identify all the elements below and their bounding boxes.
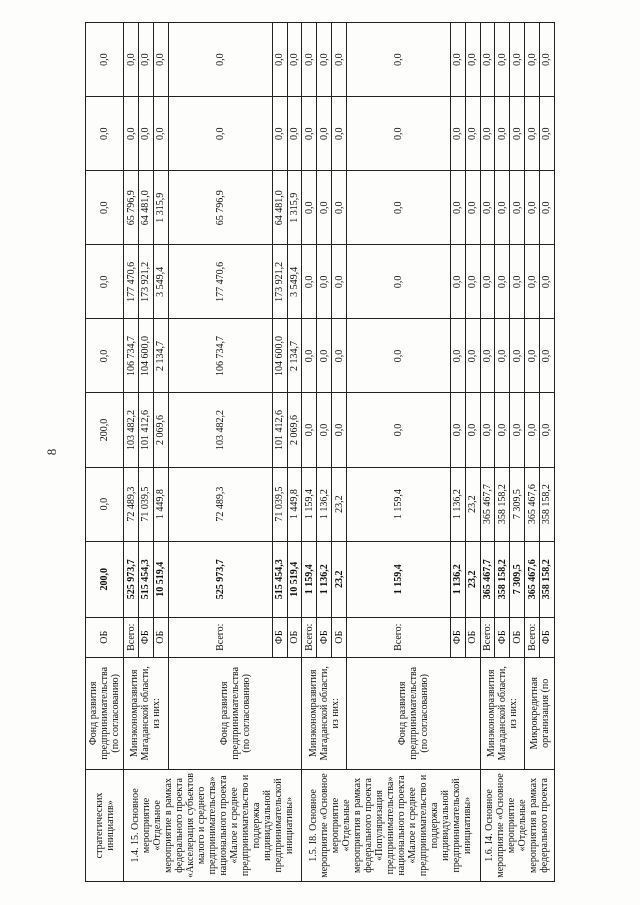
value-cell: 1 315,9 [287, 171, 302, 245]
value-cell: 0,0 [465, 23, 480, 97]
value-cell: 3 549,4 [287, 245, 302, 319]
value-cell: 365 467,7 [480, 541, 495, 617]
rotated-table-wrapper [85, 22, 555, 882]
value-cell: 0,0 [539, 393, 554, 467]
source-cell: ОБ [465, 617, 480, 657]
value-cell: 0,0 [317, 319, 332, 393]
executor-cell: Фонд развития предпринимательства (по согласованию) [168, 657, 302, 769]
source-cell: ФБ [317, 617, 332, 657]
value-cell: 2 069,6 [287, 393, 302, 467]
executor-cell: Минэкономразвития Магаданской области, из них: [124, 657, 169, 769]
value-cell: 0,0 [86, 319, 124, 393]
value-cell: 23,2 [465, 541, 480, 617]
source-cell: Всего: [124, 617, 139, 657]
value-cell: 0,0 [495, 23, 510, 97]
table-row [124, 23, 139, 882]
value-cell: 0,0 [495, 393, 510, 467]
value-cell: 0,0 [525, 393, 540, 467]
value-cell: 1 449,8 [287, 467, 302, 541]
executor-cell: Минэкономразвития Магаданской области, из них: [480, 657, 525, 769]
value-cell: 0,0 [272, 23, 287, 97]
value-cell: 0,0 [332, 393, 347, 467]
source-cell: ОБ [86, 617, 124, 657]
value-cell: 0,0 [495, 171, 510, 245]
table-row [302, 23, 317, 882]
value-cell: 0,0 [302, 23, 317, 97]
value-cell: 1 136,2 [317, 467, 332, 541]
value-cell: 7 309,5 [510, 467, 525, 541]
value-cell: 23,2 [332, 467, 347, 541]
value-cell: 23,2 [465, 467, 480, 541]
row-title-cell: 1.5. I8. Основное мероприятие «Основное мероприятие «Отдельные мероприятия в рамках федерального проекта «Популяризация предпринимательства» национального проекта «Малое и среднее предпринимательство и поддержка индивидуальной предпринимательской инициативы» [302, 769, 480, 881]
value-cell: 0,0 [539, 245, 554, 319]
value-cell: 0,0 [539, 171, 554, 245]
value-cell: 0,0 [287, 23, 302, 97]
value-cell: 0,0 [124, 97, 139, 171]
value-cell: 0,0 [302, 319, 317, 393]
value-cell: 0,0 [525, 171, 540, 245]
value-cell: 0,0 [272, 97, 287, 171]
value-cell: 0,0 [539, 23, 554, 97]
value-cell: 106 734,7 [124, 319, 139, 393]
value-cell: 0,0 [525, 23, 540, 97]
source-cell: Всего: [346, 617, 450, 657]
value-cell: 0,0 [450, 393, 465, 467]
executor-cell: Фонд развития предпринимательства (по согласованию) [86, 657, 124, 769]
value-cell: 0,0 [465, 245, 480, 319]
row-title-cell: 1.6. I4. Основное мероприятие «Основное мероприятие «Отдельные мероприятия в рамках федерального проекта [480, 769, 554, 881]
value-cell: 0,0 [346, 171, 450, 245]
value-cell: 0,0 [465, 97, 480, 171]
value-cell: 358 158,2 [539, 467, 554, 541]
value-cell: 0,0 [510, 319, 525, 393]
value-cell: 0,0 [510, 245, 525, 319]
value-cell: 65 796,9 [168, 171, 272, 245]
value-cell: 515 454,3 [272, 541, 287, 617]
source-cell: Всего: [302, 617, 317, 657]
value-cell: 0,0 [317, 245, 332, 319]
value-cell: 0,0 [525, 97, 540, 171]
value-cell: 0,0 [480, 171, 495, 245]
value-cell: 525 973,7 [168, 541, 272, 617]
value-cell: 0,0 [302, 245, 317, 319]
value-cell: 365 467,7 [480, 467, 495, 541]
value-cell: 0,0 [510, 97, 525, 171]
value-cell: 0,0 [86, 467, 124, 541]
value-cell: 0,0 [317, 97, 332, 171]
value-cell: 104 600,0 [272, 319, 287, 393]
value-cell: 0,0 [153, 97, 168, 171]
value-cell: 101 412,6 [272, 393, 287, 467]
value-cell: 173 921,2 [139, 245, 154, 319]
value-cell: 104 600,0 [139, 319, 154, 393]
value-cell: 0,0 [346, 97, 450, 171]
table-row [525, 23, 540, 882]
value-cell: 103 482,2 [124, 393, 139, 467]
row-title-cell: стратегических инициатив» [86, 769, 124, 881]
value-cell: 1 159,4 [302, 467, 317, 541]
value-cell: 0,0 [346, 245, 450, 319]
value-cell: 173 921,2 [272, 245, 287, 319]
value-cell: 515 454,3 [139, 541, 154, 617]
value-cell: 10 519,4 [287, 541, 302, 617]
value-cell: 0,0 [332, 97, 347, 171]
value-cell: 365 467,6 [525, 467, 540, 541]
source-cell: Всего: [168, 617, 272, 657]
value-cell: 64 481,0 [139, 171, 154, 245]
value-cell: 1 159,4 [302, 541, 317, 617]
value-cell: 0,0 [450, 319, 465, 393]
table-row [86, 23, 124, 882]
value-cell: 358 158,2 [539, 541, 554, 617]
source-cell: ОБ [287, 617, 302, 657]
value-cell: 0,0 [465, 319, 480, 393]
value-cell: 0,0 [332, 171, 347, 245]
value-cell: 0,0 [168, 97, 272, 171]
value-cell: 177 470,6 [168, 245, 272, 319]
value-cell: 0,0 [139, 97, 154, 171]
table-row [168, 23, 272, 882]
value-cell: 0,0 [346, 23, 450, 97]
table-row [346, 23, 450, 882]
value-cell: 177 470,6 [124, 245, 139, 319]
budget-table [85, 22, 555, 882]
value-cell: 2 134,7 [287, 319, 302, 393]
value-cell: 0,0 [450, 97, 465, 171]
value-cell: 0,0 [332, 23, 347, 97]
executor-cell: Микрокредитная организация (по [525, 657, 555, 769]
value-cell: 1 136,2 [317, 541, 332, 617]
source-cell: Всего: [525, 617, 540, 657]
value-cell: 7 309,5 [510, 541, 525, 617]
value-cell: 71 039,5 [272, 467, 287, 541]
source-cell: ФБ [539, 617, 554, 657]
value-cell: 0,0 [302, 97, 317, 171]
value-cell: 10 519,4 [153, 541, 168, 617]
value-cell: 2 069,6 [153, 393, 168, 467]
value-cell: 0,0 [495, 245, 510, 319]
value-cell: 0,0 [153, 23, 168, 97]
value-cell: 0,0 [465, 393, 480, 467]
value-cell: 0,0 [168, 23, 272, 97]
source-cell: ОБ [510, 617, 525, 657]
value-cell: 1 315,9 [153, 171, 168, 245]
value-cell: 3 549,4 [153, 245, 168, 319]
value-cell: 72 489,3 [124, 467, 139, 541]
value-cell: 71 039,5 [139, 467, 154, 541]
value-cell: 0,0 [287, 97, 302, 171]
value-cell: 0,0 [346, 393, 450, 467]
value-cell: 1 136,2 [450, 467, 465, 541]
value-cell: 0,0 [495, 319, 510, 393]
value-cell: 0,0 [465, 171, 480, 245]
value-cell: 0,0 [450, 171, 465, 245]
value-cell: 0,0 [480, 23, 495, 97]
value-cell: 0,0 [124, 23, 139, 97]
row-title-cell: 1.4. 15. Основное мероприятие «Отдельное мероприятие в рамках федерального проекта «Акселерация субъектов малого и среднего предпринимательства» национального проекта «Малое и среднее предпринимательство и поддержка индивидуальной предпринимательской инициативы» [124, 769, 302, 881]
value-cell: 0,0 [480, 245, 495, 319]
value-cell: 0,0 [510, 171, 525, 245]
value-cell: 0,0 [510, 393, 525, 467]
value-cell: 0,0 [346, 319, 450, 393]
value-cell: 0,0 [480, 393, 495, 467]
source-cell: Всего: [480, 617, 495, 657]
value-cell: 106 734,7 [168, 319, 272, 393]
value-cell: 0,0 [86, 245, 124, 319]
value-cell: 0,0 [86, 171, 124, 245]
value-cell: 0,0 [302, 393, 317, 467]
value-cell: 0,0 [332, 319, 347, 393]
value-cell: 200,0 [86, 541, 124, 617]
executor-cell: Фонд развития предпринимательства (по согласованию) [346, 657, 480, 769]
value-cell: 358 158,2 [495, 541, 510, 617]
source-cell: ФБ [495, 617, 510, 657]
source-cell: ФБ [139, 617, 154, 657]
value-cell: 0,0 [510, 23, 525, 97]
value-cell: 358 158,2 [495, 467, 510, 541]
value-cell: 1 449,8 [153, 467, 168, 541]
value-cell: 0,0 [480, 319, 495, 393]
value-cell: 1 159,4 [346, 541, 450, 617]
value-cell: 200,0 [86, 393, 124, 467]
value-cell: 365 467,6 [525, 541, 540, 617]
table-row [480, 23, 495, 882]
executor-cell: Минэкономразвития Магаданской области, из них: [302, 657, 347, 769]
value-cell: 0,0 [480, 97, 495, 171]
value-cell: 0,0 [139, 23, 154, 97]
value-cell: 525 973,7 [124, 541, 139, 617]
value-cell: 0,0 [302, 171, 317, 245]
source-cell: ФБ [272, 617, 287, 657]
value-cell: 65 796,9 [124, 171, 139, 245]
source-cell: ФБ [450, 617, 465, 657]
value-cell: 0,0 [317, 23, 332, 97]
value-cell: 103 482,2 [168, 393, 272, 467]
page-number: 8 [44, 448, 59, 456]
value-cell: 0,0 [525, 245, 540, 319]
value-cell: 0,0 [539, 97, 554, 171]
source-cell: ОБ [332, 617, 347, 657]
value-cell: 0,0 [539, 319, 554, 393]
value-cell: 0,0 [86, 23, 124, 97]
value-cell: 101 412,6 [139, 393, 154, 467]
value-cell: 72 489,3 [168, 467, 272, 541]
value-cell: 64 481,0 [272, 171, 287, 245]
value-cell: 23,2 [332, 541, 347, 617]
value-cell: 0,0 [450, 245, 465, 319]
value-cell: 0,0 [86, 97, 124, 171]
value-cell: 1 159,4 [346, 467, 450, 541]
value-cell: 0,0 [450, 23, 465, 97]
value-cell: 1 136,2 [450, 541, 465, 617]
value-cell: 2 134,7 [153, 319, 168, 393]
value-cell: 0,0 [525, 319, 540, 393]
value-cell: 0,0 [317, 393, 332, 467]
value-cell: 0,0 [332, 245, 347, 319]
value-cell: 0,0 [495, 97, 510, 171]
source-cell: ОБ [153, 617, 168, 657]
value-cell: 0,0 [317, 171, 332, 245]
